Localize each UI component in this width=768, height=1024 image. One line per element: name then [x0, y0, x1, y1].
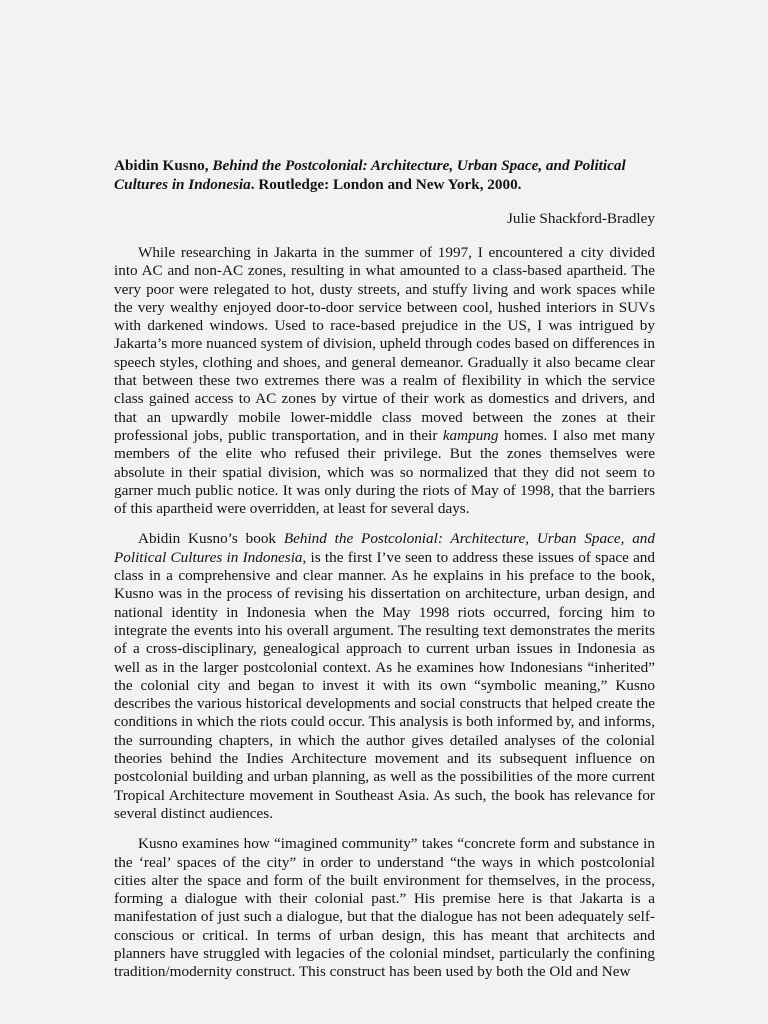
paragraph-1 [114, 244, 655, 518]
book-citation [114, 156, 655, 194]
paragraph-1-text-a: While researching in Jakarta in the summer of 1997, I encountered a city divided into AC and non-AC zones, resulting in what amounted to a class-based apartheid. The very poor were relegated to hot, dusty streets, and stuffy living and work spaces while the very wealthy enjoyed door-to-door service between cool, hushed interiors in SUVs with darkened windows. Used to race-based prejudice in the US, I was intrigued by Jakarta’s more nuanced system of division, upheld through codes based on differences in speech styles, clothing and shoes, and general demeanor. Gradually it also became clear that between these two extremes there was a realm of flexibility in which the service class gained access to AC zones by virtue of their work as domestics and drivers, and that an upwardly mobile lower-middle class moved between the zones at their professional jobs, public transportation, and in their [114, 244, 655, 444]
document-page [114, 156, 655, 994]
review-body [114, 244, 655, 982]
citation-book-title: Behind the Postcolonial: Architecture, Urban Space, and Political Cultures in Indonesia [114, 157, 626, 193]
citation-publisher: . Routledge: London and New York, 2000. [250, 176, 522, 193]
citation-author: Abidin Kusno, [114, 157, 213, 174]
reviewer-name: Julie Shackford-Bradley [506, 210, 655, 227]
paragraph-2-text-a: Abidin Kusno’s book [138, 530, 284, 548]
paragraph-1-text-b: homes. I also met many members of the elite who refused their privilege. But the zones themselves were absolute in their spatial division, which was so normalized that they did not seem to garner much public notice. It was only during the riots of May of 1998, that the barriers of this apartheid were overridden, at least for several days. [114, 426, 655, 518]
paragraph-2-book-title: Behind the Postcolonial: Architecture, Urban Space, and Political Cultures in Indonesia [114, 530, 655, 566]
paragraph-2-text-b: , is the first I’ve seen to address these issues of space and class in a comprehensive and clear manner. As he explains in his preface to the book, Kusno was in the process of revising his dissertation on architecture, urban design, and national identity in Indonesia when the May 1998 riots occurred, forcing him to integrate the events into his overall argument. The resulting text demonstrates the merits of a cross-disciplinary, genealogical approach to current urban issues in Indonesia as well as in the larger postcolonial context. As he examines how Indonesians “inherited” the colonial city and began to invest it with its own “symbolic meaning,” Kusno describes the various historical developments and social constructs that helped create the conditions in which the riots could occur. This analysis is both informed by, and informs, the surrounding chapters, in which the author gives detailed analyses of the colonial theories behind the Indies Architecture movement and its subsequent influence on postcolonial building and urban planning, as well as the possibilities of the more current Tropical Architecture movement in Southeast Asia. As such, the book has relevance for several distinct audiences. [114, 548, 655, 822]
paragraph-2 [114, 530, 655, 823]
paragraph-3: Kusno examines how “imagined community” takes “concrete form and substance in the ‘real’ spaces of the city” in order to understand “the ways in which postcolonial cities alter the space and form of the built environment for themselves, in the process, forming a dialogue with their colonial past.” His premise here is that Jakarta is a manifestation of just such a dialogue, but that the dialogue has not been adequately self-conscious or critical. In terms of urban design, this has meant that architects and planners have struggled with legacies of the colonial mindset, particularly the confining tradition/modernity construct. This construct has been used by both the Old and New [114, 835, 655, 981]
paragraph-1-kampung: kampung [442, 426, 499, 444]
